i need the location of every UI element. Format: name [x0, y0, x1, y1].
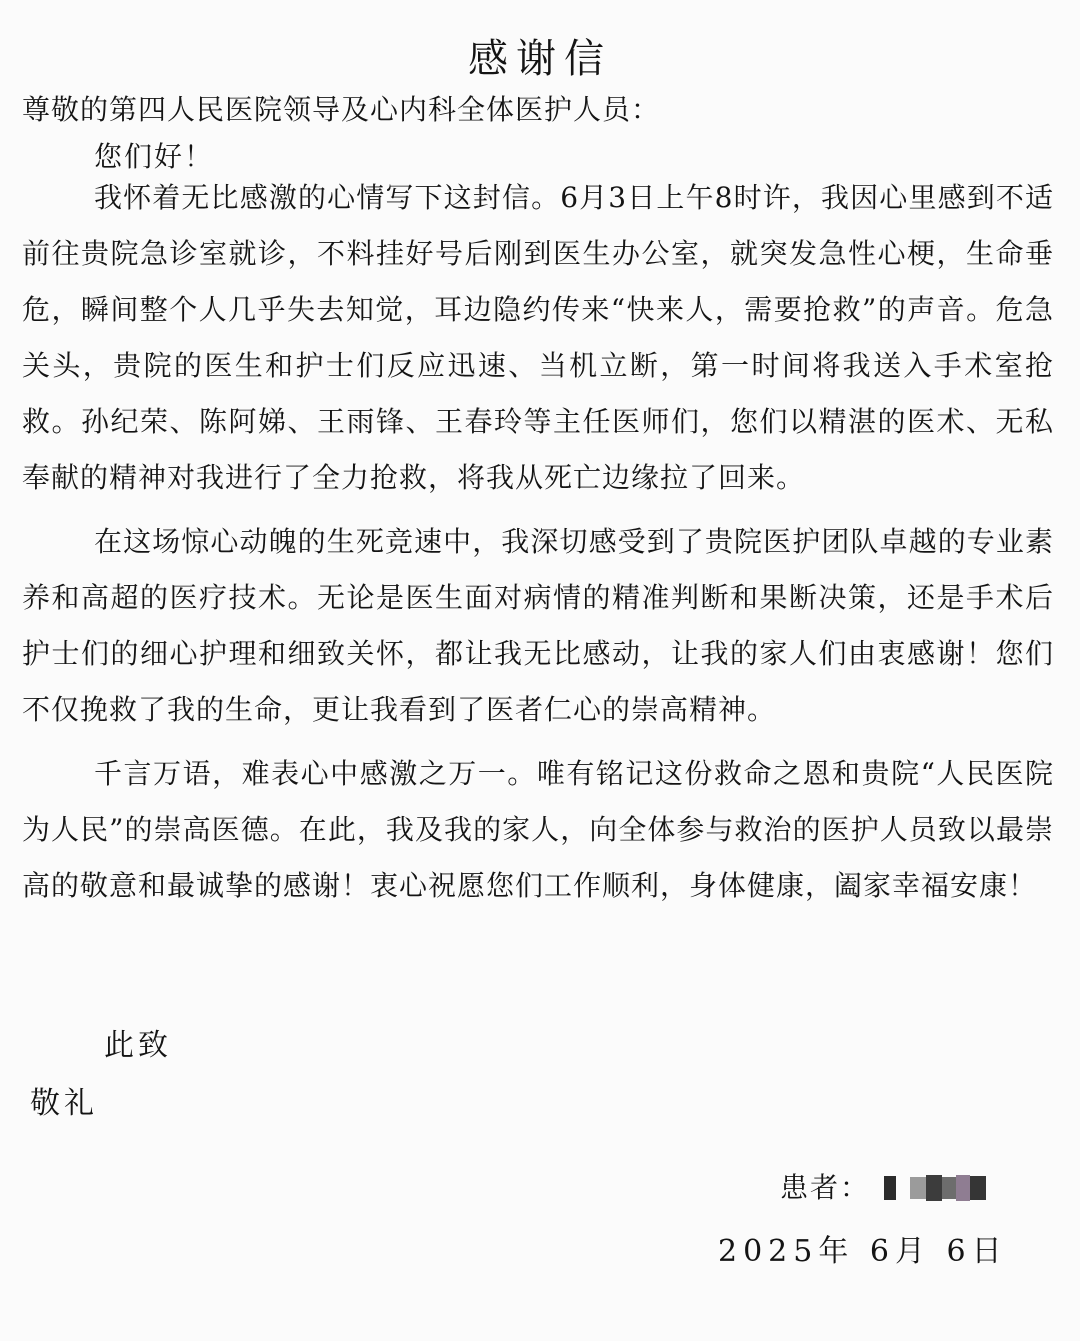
letter-closing: 此致 — [104, 1028, 172, 1063]
letter-paragraph-1: 我怀着无比感激的心情写下这封信。6月3日上午8时许，我因心里感到不适前往贵院急诊室就诊，不料挂好号后刚到医生办公室，就突发急性心梗，生命垂危，瞬间整个人几乎失去知觉，耳边隐约传来“快来人，需要抢救”的声音。危急关头，贵院的医生和护士们反应迅速、当机立断，第一时间将我送入手术室抢救。孙纪荣、陈阿娣、王雨锋、王春玲等主任医师们，您们以精湛的医术、无私奉献的精神对我进行了全力抢救，将我从死亡边缘拉了回来。 — [22, 181, 1054, 494]
letter-signature — [780, 1164, 986, 1212]
letter-greeting: 您们好！ — [94, 140, 215, 173]
letter-paragraph-3: 千言万语，难表心中感激之万一。唯有铭记这份救命之恩和贵院“人民医院为人民”的崇高医德。在此，我及我的家人，向全体参与救治的医护人员致以最崇高的敬意和最诚挚的感谢！衷心祝愿您们工作顺利，身体健康，阖家幸福安康！ — [22, 757, 1054, 902]
redacted-patient-name — [884, 1175, 986, 1201]
letter-date: 2025年 6月 6日 — [718, 1234, 1008, 1269]
letter-salutation: 尊敬的第四人民医院领导及心内科全体医护人员： — [22, 93, 661, 126]
letter-regards: 敬礼 — [30, 1086, 98, 1121]
letter-title: 感谢信 — [468, 36, 612, 82]
letter-body — [22, 170, 1054, 922]
signature-label: 患者： — [780, 1171, 871, 1204]
letter-paragraph-2: 在这场惊心动魄的生死竞速中，我深切感受到了贵院医护团队卓越的专业素养和高超的医疗技术。无论是医生面对病情的精准判断和果断决策，还是手术后护士们的细心护理和细致关怀，都让我无比感动，让我的家人们由衷感谢！您们不仅挽救了我的生命，更让我看到了医者仁心的崇高精神。 — [22, 525, 1054, 726]
